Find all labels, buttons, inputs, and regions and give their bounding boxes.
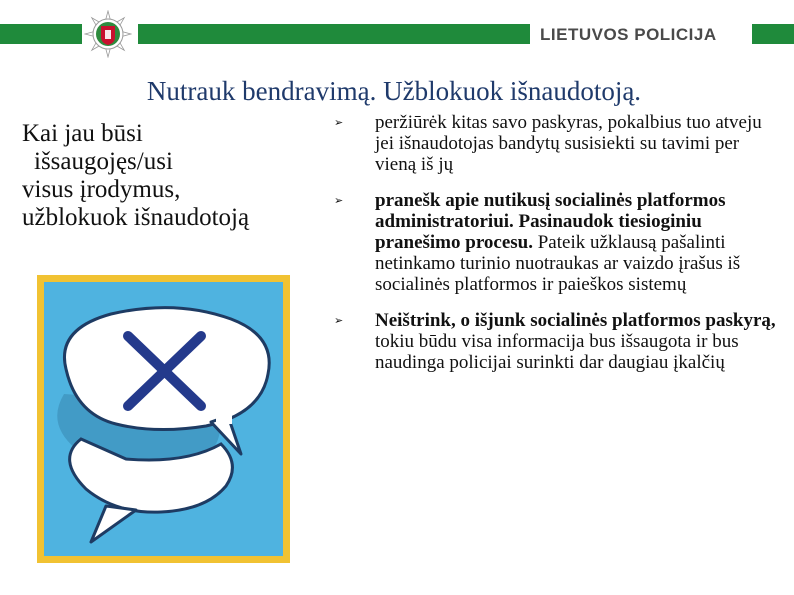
page-title: Nutrauk bendravimą. Užblokuok išnaudotoją.	[146, 76, 642, 106]
brand-name: LIETUVOS POLICIJA	[540, 25, 717, 44]
bullet-text: peržiūrėk kitas savo paskyras, pokalbius tuo atveju jei išnaudotojas bandytų susisiekti su tavimi per vieną iš jų	[375, 112, 762, 175]
arrowhead-bullet-icon: ➢	[334, 194, 344, 207]
list-item	[334, 112, 784, 175]
bullet-emphasis: Neištrink, o išjunk socialinės platformos paskyrą,	[375, 310, 776, 331]
header-stripe-left	[0, 24, 82, 44]
speech-bubbles-x-icon	[36, 274, 291, 564]
intro-line-4: užblokuok išnaudotoją	[22, 204, 250, 231]
police-star-emblem-icon	[84, 10, 132, 58]
intro-line-3: visus įrodymus,	[22, 176, 181, 203]
intro-line-2: išsaugojęs/usi	[34, 148, 173, 175]
header-stripe-middle	[138, 24, 530, 44]
bullet-text	[375, 310, 784, 373]
advice-list	[334, 112, 784, 388]
list-item	[334, 310, 784, 373]
bullet-text	[375, 190, 784, 295]
list-item	[334, 190, 784, 295]
bullet-rest: Pateik užklausą pašalinti netinkamo turinio nuotraukas ar vaizdo įrašus iš socialinės platformos ir paieškos sistemų	[375, 232, 741, 295]
bullet-rest: tokiu būdu visa informacija bus išsaugota ir bus naudinga policijai surinkti dar daugiau įkalčių	[375, 331, 739, 373]
arrowhead-bullet-icon: ➢	[334, 314, 344, 327]
arrowhead-bullet-icon: ➢	[334, 116, 344, 129]
bullet-emphasis: pranešk apie nutikusį socialinės platformos administratoriui. Pasinaudok tiesioginiu pranešimo procesu.	[375, 190, 726, 253]
intro-line-1: Kai jau būsi	[22, 120, 143, 147]
intro-text	[22, 120, 332, 232]
header-stripe-right	[752, 24, 794, 44]
